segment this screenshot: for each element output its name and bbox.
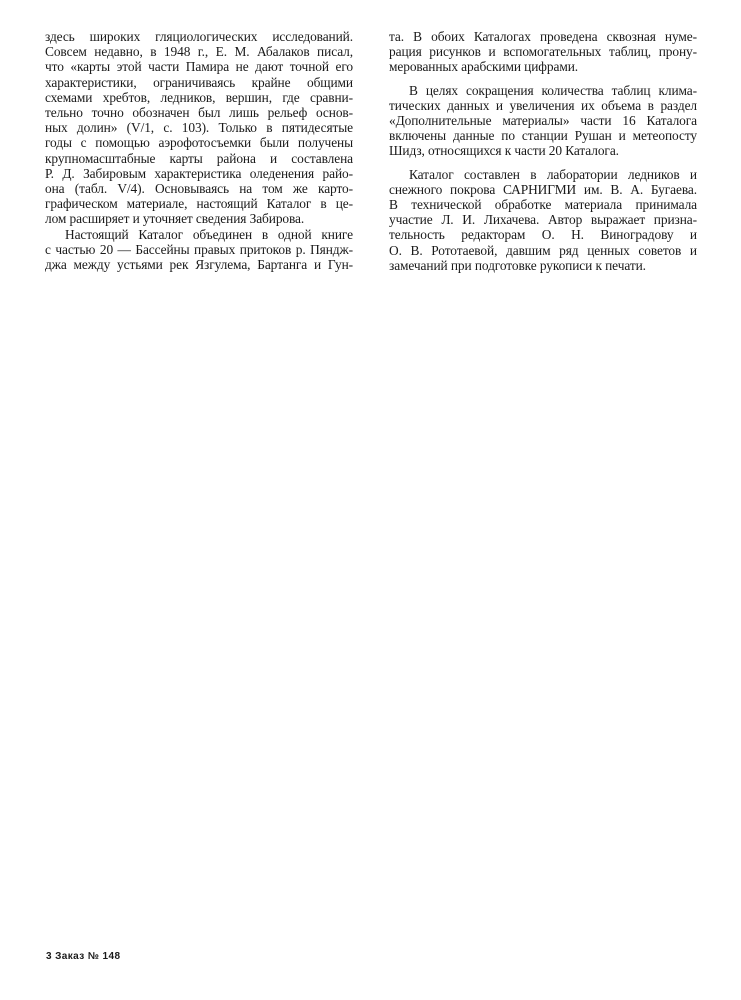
- text-line: она (табл. V/4). Основываясь на том же карто-: [45, 181, 353, 197]
- text-line: «Дополнительные материалы» части 16 Каталога: [389, 113, 697, 129]
- paragraph-glaciology-history: [45, 29, 353, 227]
- text-line: рация рисунков и вспомогательных таблиц, прону-: [389, 44, 697, 60]
- text-line: здесь широких гляциологических исследований.: [45, 29, 353, 44]
- text-line: участие Л. И. Лихачева. Автор выражает призна-: [389, 212, 697, 228]
- text-line: тических данных и увеличения их объема в раздел: [389, 97, 697, 113]
- text-line: схемами хребтов, ледников, вершин, где сравни-: [45, 89, 353, 105]
- text-line: Совсем недавно, в 1948 г., Е. М. Абалаков писал,: [45, 44, 353, 60]
- text-line: Шидз, относящихся к части 20 Каталога.: [389, 143, 619, 159]
- text-line: замечаний при подготовке рукописи к печати.: [389, 257, 646, 273]
- paragraph-numbering: [389, 29, 697, 75]
- text-line: Каталог составлен в лаборатории ледников и: [409, 166, 697, 182]
- text-line: ных долин» (V/1, с. 103). Только в пятидесятые: [45, 120, 353, 136]
- text-line: В целях сокращения количества таблиц клима-: [409, 82, 697, 98]
- text-line: годы с помощью аэрофотосъемки были получены: [45, 135, 353, 151]
- text-line: лом расширяет и уточняет сведения Забирова.: [45, 211, 305, 227]
- paragraph-catalog-union: [45, 227, 353, 273]
- text-line: та. В обоих Каталогах проведена сквозная нуме-: [389, 29, 697, 44]
- text-line: с частью 20 — Бассейны правых притоков р. Пяндж-: [45, 241, 353, 257]
- paragraph-spacer: [389, 75, 697, 83]
- text-line: снежного покрова САРНИГМИ им. В. А. Бугаева.: [389, 181, 697, 197]
- text-line: характеристики, ограничиваясь крайне общими: [45, 74, 353, 90]
- text-line: включены данные по станции Рушан и метеопосту: [389, 128, 697, 144]
- text-line: тельно точно обозначен был лишь рельеф основ-: [45, 105, 353, 121]
- text-line: тельность редакторам О. Н. Виноградову и: [389, 227, 697, 243]
- text-line: что «карты этой части Памира не дают точной его: [45, 59, 353, 75]
- text-line: джа между устьями рек Язгулема, Бартанга и Гун-: [45, 257, 353, 273]
- text-line: Р. Д. Забировым характеристика оледенения райо-: [45, 165, 353, 181]
- text-line: В технической обработке материала принимала: [389, 197, 697, 213]
- text-line: крупномасштабные карты района и составлена: [45, 150, 353, 166]
- text-line: мерованных арабскими цифрами.: [389, 59, 579, 75]
- paragraph-climate-tables: [389, 83, 697, 159]
- right-column: [389, 29, 697, 273]
- text-line: графическом материале, настоящий Каталог в це-: [45, 196, 353, 212]
- text-line: Настоящий Каталог объединен в одной книге: [65, 226, 353, 242]
- paragraph-acknowledgements: [389, 167, 697, 273]
- left-column: [45, 29, 353, 272]
- printer-signature: 3 Заказ № 148: [46, 951, 121, 962]
- text-line: О. В. Рототаевой, давшим ряд ценных советов и: [389, 242, 697, 258]
- paragraph-spacer: [389, 159, 697, 167]
